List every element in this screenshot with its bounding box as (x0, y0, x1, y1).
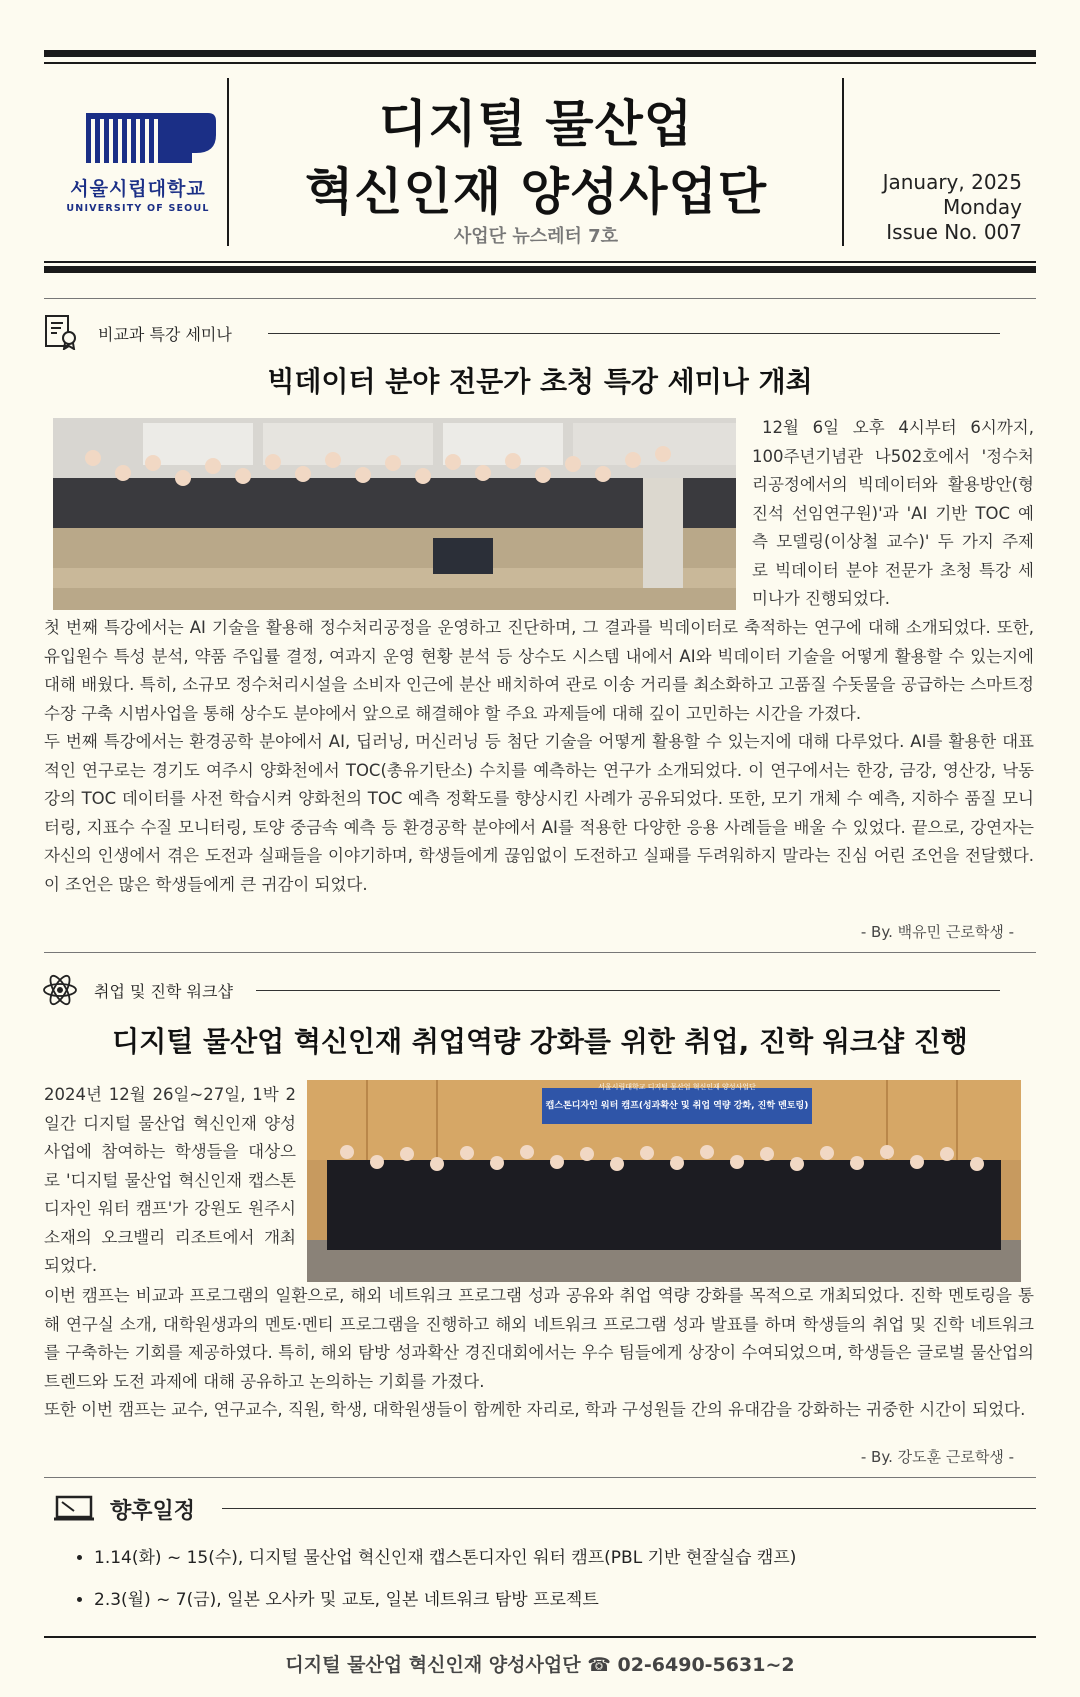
section2-intro-wrapper (44, 1081, 296, 1281)
footer-org: 디지털 물산업 혁신인재 양성사업단 (285, 1654, 581, 1676)
section2-top-divider (44, 952, 1036, 953)
schedule-title-line (222, 1508, 1036, 1509)
top-rule-thick (44, 50, 1036, 57)
presentation-board-icon (54, 1494, 94, 1524)
university-logo-icon (86, 113, 216, 163)
issue-weekday: Monday (943, 195, 1022, 219)
section1-intro-wrapper (752, 414, 1034, 614)
footer (0, 1650, 1080, 1677)
masthead-bottom-rule-thick (44, 266, 1036, 273)
schedule-item: • 1.14(화) ~ 15(수), 디지털 물산업 혁신인재 캡스톤디자인 워터 캠프(PBL 기반 현잘실습 캠프) (94, 1543, 1034, 1568)
section1-label-line (268, 333, 1000, 334)
section2-label: 취업 및 진학 워크샵 (94, 982, 233, 1001)
camp-banner-title: 캡스톤디자인 워터 캠프(성과확산 및 취업 역량 강화, 진학 멘토링) (545, 1101, 809, 1111)
section2-intro: 2024년 12월 26일~27일, 1박 2일간 디지털 물산업 혁신인재 양성사업에 참여하는 학생들을 대상으로 '디지털 물산업 혁신인재 캡스톤디자인 워터 캠프'가 강원도 원주시 소재의 오크밸리 리조트에서 개최되었다. (44, 1085, 296, 1275)
section2-byline: - By. 강도훈 근로학생 - (860, 1448, 1014, 1466)
seminar-group-photo (53, 418, 736, 610)
top-rule-thin (44, 62, 1036, 64)
schedule-list (72, 1543, 1034, 1627)
footer-rule (44, 1636, 1036, 1638)
section1-intro: 12월 6일 오후 4시부터 6시까지, 100주년기념관 나502호에서 '정수처리공정에서의 빅데이터와 활용방안(형진석 선임연구원)'과 'AI 기반 TOC 예측 모델링(이상철 교수)' 두 가지 주제로 빅데이터 분야 전문가 초청 특강 세미나가 진행되었다. (752, 418, 1034, 608)
footer-phone: ☎ 02-6490-5631~2 (587, 1654, 795, 1676)
section2-headline: 디지털 물산업 혁신인재 취업역량 강화를 위한 취업, 진학 워크샵 진행 (112, 1025, 968, 1058)
section1-top-divider (44, 298, 1036, 299)
section1-headline: 빅데이터 분야 전문가 초청 특강 세미나 개최 (267, 365, 813, 398)
masthead-divider-right (842, 78, 844, 246)
schedule-top-divider (44, 1477, 1036, 1478)
masthead-bottom-rule-thin (44, 261, 1036, 263)
issue-date: January, 2025 (882, 170, 1022, 194)
section1-paragraph-1: 첫 번째 특강에서는 AI 기술을 활용해 정수처리공정을 운영하고 진단하며, 그 결과를 빅데이터로 축적하는 연구에 대해 소개되었다. 또한, 유입원수 특성 분석, 약품 주입률 결정, 여과지 운영 현황 분석 등 상수도 시스템 내에서 AI와 빅데이터 기술을 어떻게 활용할 수 있는지에 대해 배웠다. 특히, 소규모 정수처리시설을 소비자 인근에 분산 배치하여 관로 이송 거리를 최소화하고 고품질 수돗물을 공급하는 스마트정수장 구축 시범사업을 통해 상수도 분야에서 앞으로 해결해야 할 주요 과제들에 대해 깊이 고민하는 시간을 가졌다. (44, 618, 1034, 723)
logo-korean-text: 서울시립대학교 (70, 178, 206, 200)
issue-number: Issue No. 007 (886, 220, 1022, 244)
title-line-1: 디지털 물산업 (378, 95, 694, 153)
masthead-divider-left (227, 78, 229, 246)
logo-english-text: UNIVERSITY OF SEOUL (66, 203, 210, 214)
newsletter-subtitle: 사업단 뉴스레터 7호 (453, 226, 619, 247)
schedule-title: 향후일정 (110, 1499, 196, 1524)
schedule-item: • 2.3(월) ~ 7(금), 일본 오사카 및 교토, 일본 네트워크 탐방 프로젝트 (94, 1585, 1034, 1610)
title-line-2: 혁신인재 양성사업단 (304, 163, 768, 221)
atom-icon (42, 972, 78, 1008)
section2-label-line (256, 990, 1000, 991)
camp-banner-top: 서울시립대학교 디지털 물산업 혁신인재 양성사업단 (598, 1083, 756, 1091)
section1-body (44, 614, 1034, 899)
section2-body (44, 1282, 1034, 1425)
section1-label: 비교과 특강 세미나 (98, 325, 232, 344)
certificate-icon (44, 314, 78, 350)
section1-byline: - By. 백유민 근로학생 - (860, 923, 1014, 941)
section1-paragraph-2: 두 번째 특강에서는 환경공학 분야에서 AI, 딥러닝, 머신러닝 등 첨단 기술을 어떻게 활용할 수 있는지에 대해 다루었다. AI를 활용한 대표적인 연구로는 경기도 여주시 양화천에서 TOC(총유기탄소) 수치를 예측하는 연구가 소개되었다. 이 연구에서는 한강, 금강, 영산강, 낙동강의 TOC 데이터를 사전 학습시켜 양화천의 TOC 예측 정확도를 향상시킨 사례가 공유되었다. 또한, 모기 개체 수 예측, 지하수 품질 모니터링, 지표수 수질 모니터링, 토양 중금속 예측 등 환경공학 분야에서 AI를 적용한 다양한 응용 사례들을 배울 수 있었다. 끝으로, 강연자는 자신의 인생에서 겪은 도전과 실패들을 이야기하며, 학생들에게 끊임없이 도전하고 실패를 두려워하지 말라는 진심 어린 조언을 전달했다. 이 조언은 많은 학생들에게 큰 귀감이 되었다. (44, 732, 1034, 894)
section2-paragraph-1: 이번 캠프는 비교과 프로그램의 일환으로, 해외 네트워크 프로그램 성과 공유와 취업 역량 강화를 목적으로 개최되었다. 진학 멘토링을 통해 연구실 소개, 대학원생과의 멘토·멘티 프로그램을 진행하고 해외 네트워크 프로그램 성과 발표를 하며 학생들의 취업 및 진학 네트워크를 구축하는 기회를 제공하였다. 특히, 해외 탐방 성과확산 경진대회에서는 우수 팀들에게 상장이 수여되었으며, 학생들은 글로벌 물산업의 트렌드와 도전 과제에 대해 공유하고 논의하는 기회를 가졌다. (44, 1286, 1034, 1391)
section2-paragraph-2: 또한 이번 캠프는 교수, 연구교수, 직원, 학생, 대학원생들이 함께한 자리로, 학과 구성원들 간의 유대감을 강화하는 귀중한 시간이 되었다. (44, 1400, 1026, 1419)
